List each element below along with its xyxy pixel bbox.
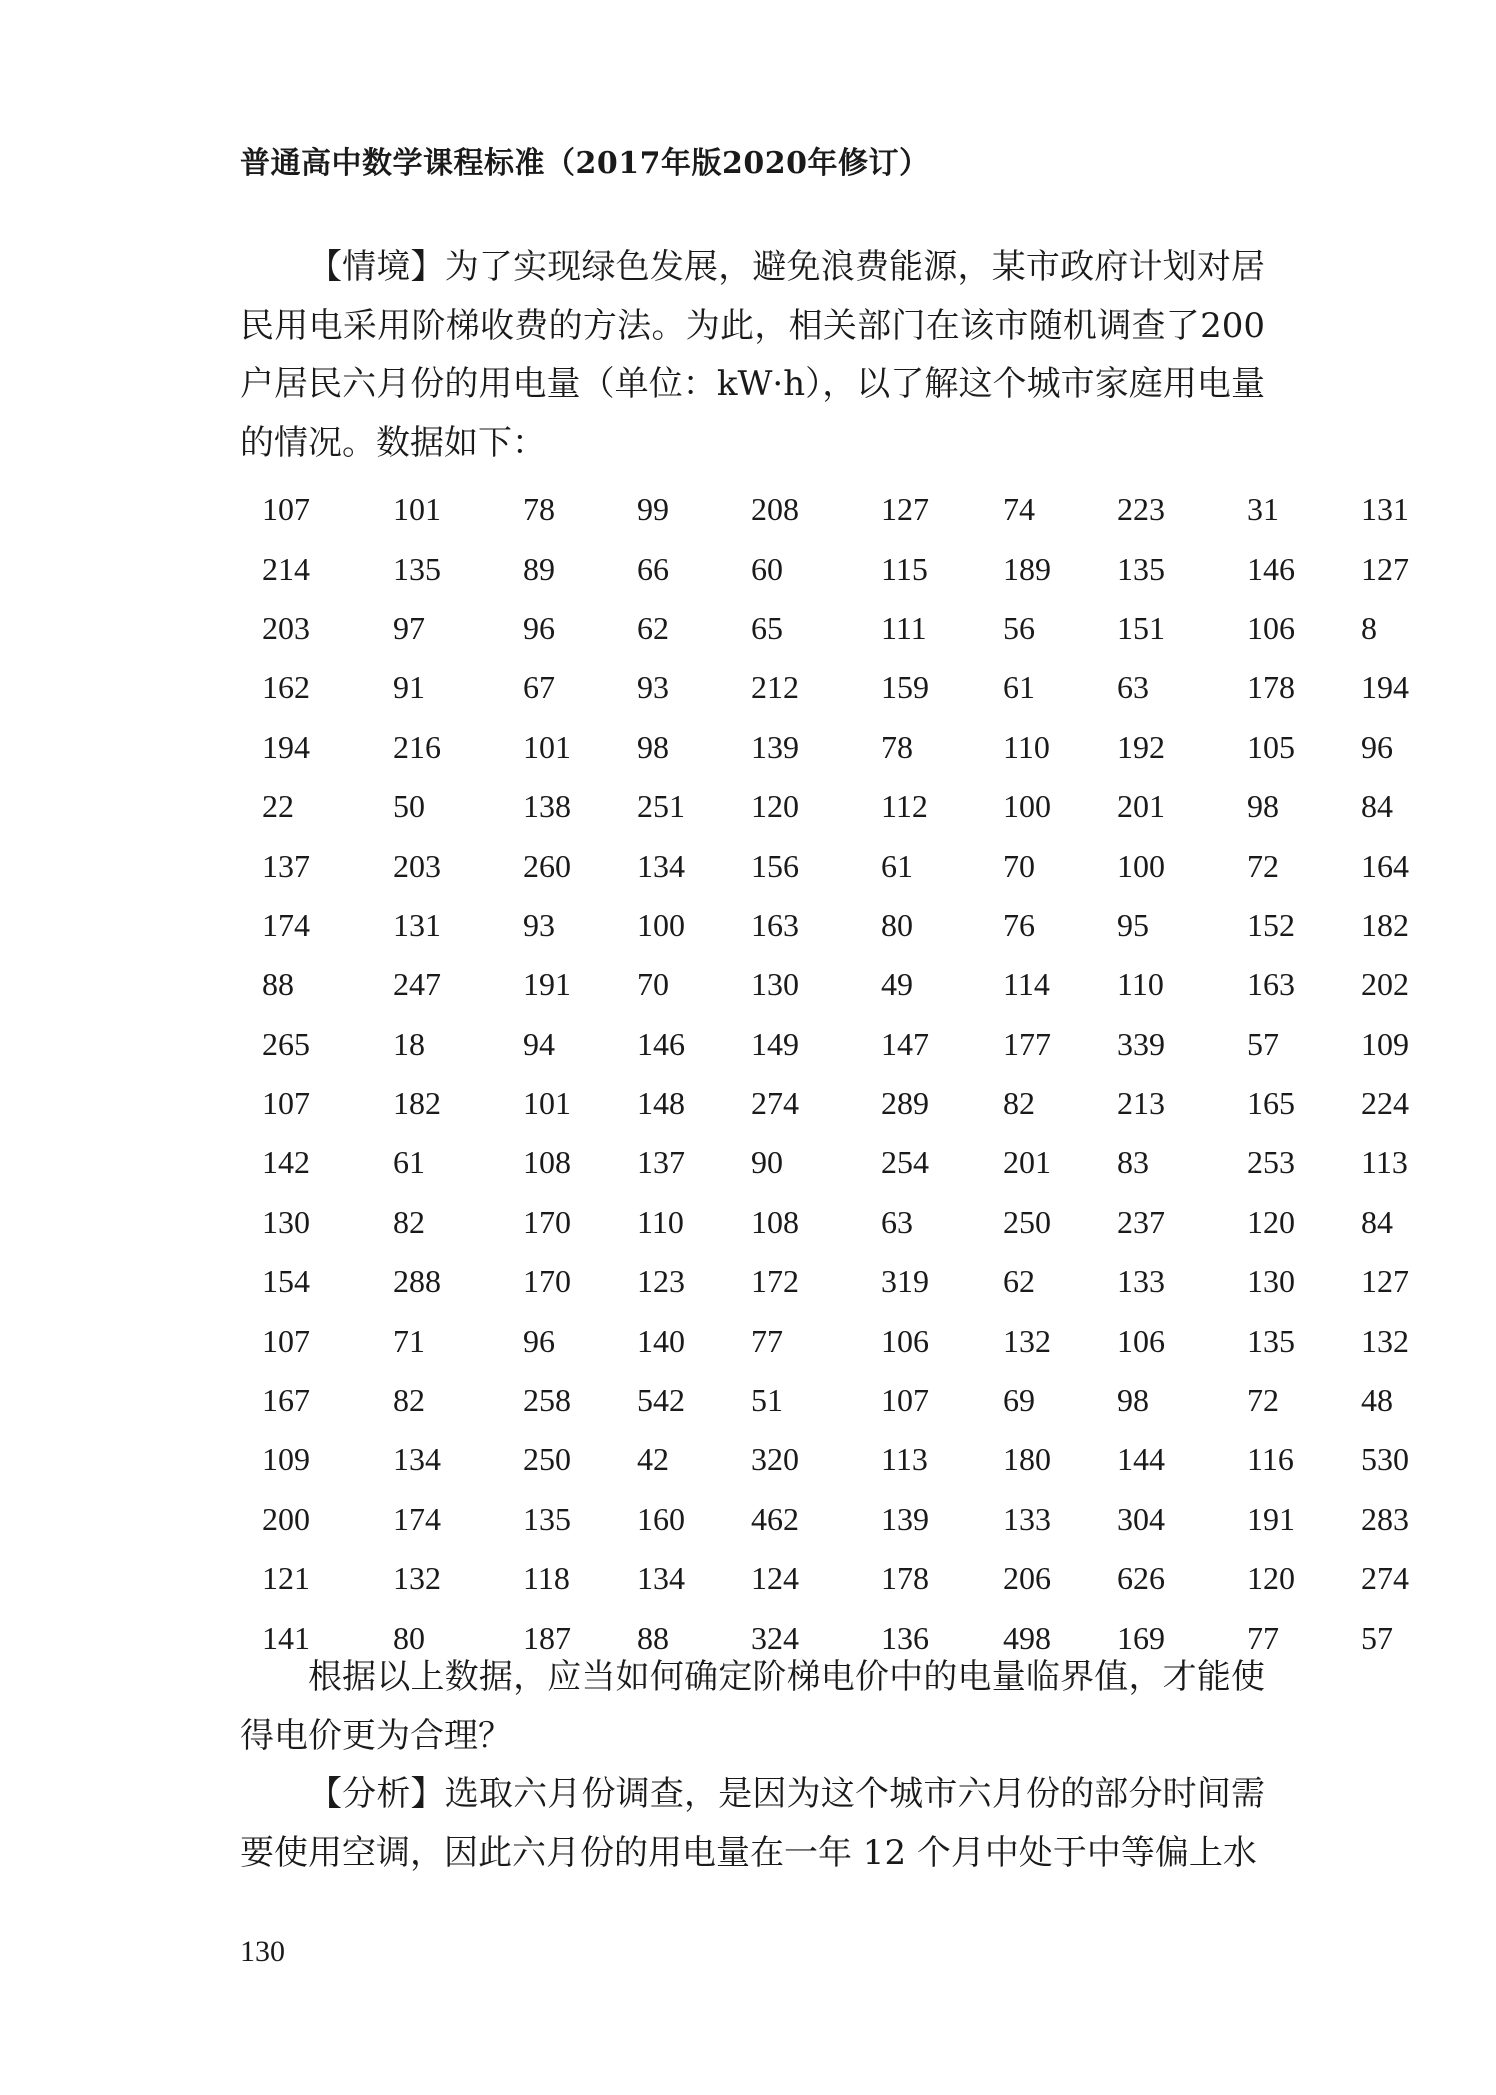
table-cell: 48: [1361, 1382, 1393, 1419]
table-cell: 105: [1247, 728, 1295, 765]
table-cell: 192: [1117, 728, 1165, 765]
table-cell: 61: [881, 847, 913, 884]
table-cell: 84: [1361, 1203, 1393, 1240]
table-row: [240, 777, 1441, 836]
table-cell: 152: [1247, 906, 1295, 943]
table-cell: 101: [523, 1085, 571, 1122]
table-cell: 498: [1003, 1619, 1051, 1656]
table-cell: 66: [637, 550, 669, 587]
table-row: [240, 896, 1441, 955]
table-cell: 156: [751, 847, 799, 884]
table-cell: 265: [262, 1025, 310, 1062]
table-cell: 260: [523, 847, 571, 884]
table-cell: 70: [637, 966, 669, 1003]
table-cell: 206: [1003, 1560, 1051, 1597]
table-cell: 208: [751, 491, 799, 528]
table-cell: 162: [262, 669, 310, 706]
table-cell: 530: [1361, 1441, 1409, 1478]
table-cell: 200: [262, 1500, 310, 1537]
table-cell: 144: [1117, 1441, 1165, 1478]
table-cell: 96: [1361, 728, 1393, 765]
table-cell: 91: [393, 669, 425, 706]
table-cell: 324: [751, 1619, 799, 1656]
table-cell: 177: [1003, 1025, 1051, 1062]
table-cell: 146: [1247, 550, 1295, 587]
table-cell: 147: [881, 1025, 929, 1062]
table-cell: 142: [262, 1144, 310, 1181]
table-cell: 82: [1003, 1085, 1035, 1122]
table-cell: 137: [637, 1144, 685, 1181]
table-cell: 137: [262, 847, 310, 884]
table-cell: 100: [1117, 847, 1165, 884]
table-cell: 78: [881, 728, 913, 765]
table-cell: 8: [1361, 609, 1377, 646]
table-cell: 139: [881, 1500, 929, 1537]
table-cell: 178: [1247, 669, 1295, 706]
table-cell: 254: [881, 1144, 929, 1181]
table-cell: 542: [637, 1382, 685, 1419]
table-cell: 170: [523, 1263, 571, 1300]
table-cell: 99: [637, 491, 669, 528]
table-cell: 83: [1117, 1144, 1149, 1181]
table-cell: 71: [393, 1322, 425, 1359]
table-cell: 84: [1361, 788, 1393, 825]
table-cell: 132: [1361, 1322, 1409, 1359]
table-cell: 80: [393, 1619, 425, 1656]
table-cell: 187: [523, 1619, 571, 1656]
table-cell: 178: [881, 1560, 929, 1597]
table-cell: 203: [262, 609, 310, 646]
table-cell: 135: [1117, 550, 1165, 587]
table-cell: 247: [393, 966, 441, 1003]
table-cell: 88: [637, 1619, 669, 1656]
table-row: [240, 599, 1441, 658]
table-row: [240, 1015, 1441, 1074]
table-cell: 203: [393, 847, 441, 884]
table-cell: 194: [1361, 669, 1409, 706]
table-cell: 135: [523, 1500, 571, 1537]
table-cell: 170: [523, 1203, 571, 1240]
table-cell: 111: [881, 609, 927, 646]
table-cell: 72: [1247, 847, 1279, 884]
table-cell: 289: [881, 1085, 929, 1122]
table-row: [240, 1549, 1441, 1608]
table-cell: 96: [523, 1322, 555, 1359]
table-cell: 182: [1361, 906, 1409, 943]
table-cell: 69: [1003, 1382, 1035, 1419]
table-cell: 77: [1247, 1619, 1279, 1656]
table-cell: 135: [1247, 1322, 1295, 1359]
table-row: [240, 1311, 1441, 1370]
table-cell: 169: [1117, 1619, 1165, 1656]
table-cell: 250: [523, 1441, 571, 1478]
table-cell: 131: [1361, 491, 1409, 528]
table-cell: 139: [751, 728, 799, 765]
table-cell: 90: [751, 1144, 783, 1181]
table-cell: 138: [523, 788, 571, 825]
table-cell: 164: [1361, 847, 1409, 884]
table-cell: 163: [751, 906, 799, 943]
table-cell: 237: [1117, 1203, 1165, 1240]
table-cell: 93: [523, 906, 555, 943]
table-cell: 109: [1361, 1025, 1409, 1062]
table-cell: 50: [393, 788, 425, 825]
table-cell: 78: [523, 491, 555, 528]
table-cell: 213: [1117, 1085, 1165, 1122]
table-row: [240, 1074, 1441, 1133]
table-cell: 98: [637, 728, 669, 765]
table-cell: 107: [262, 1085, 310, 1122]
table-cell: 165: [1247, 1085, 1295, 1122]
table-row: [240, 1490, 1441, 1549]
table-cell: 172: [751, 1263, 799, 1300]
table-cell: 160: [637, 1500, 685, 1537]
table-row: [240, 1193, 1441, 1252]
table-cell: 180: [1003, 1441, 1051, 1478]
table-cell: 70: [1003, 847, 1035, 884]
table-cell: 63: [881, 1203, 913, 1240]
table-cell: 82: [393, 1203, 425, 1240]
table-cell: 191: [523, 966, 571, 1003]
table-cell: 148: [637, 1085, 685, 1122]
table-cell: 72: [1247, 1382, 1279, 1419]
table-cell: 116: [1247, 1441, 1294, 1478]
table-cell: 131: [393, 906, 441, 943]
page-header: 普通高中数学课程标准（2017年版2020年修订）: [240, 146, 930, 181]
table-cell: 462: [751, 1500, 799, 1537]
table-cell: 134: [637, 1560, 685, 1597]
table-cell: 101: [393, 491, 441, 528]
table-row: [240, 1252, 1441, 1311]
table-cell: 216: [393, 728, 441, 765]
table-cell: 258: [523, 1382, 571, 1419]
table-row: [240, 480, 1441, 539]
table-cell: 127: [881, 491, 929, 528]
table-cell: 339: [1117, 1025, 1165, 1062]
table-cell: 132: [393, 1560, 441, 1597]
table-cell: 109: [262, 1441, 310, 1478]
table-cell: 76: [1003, 906, 1035, 943]
table-row: [240, 1133, 1441, 1192]
table-cell: 62: [1003, 1263, 1035, 1300]
question-paragraph: 根据以上数据，应当如何确定阶梯电价中的电量临界值，才能使得电价更为合理？: [240, 1657, 1265, 1756]
table-row: [240, 955, 1441, 1014]
data-table-body: [240, 480, 1441, 1668]
table-cell: 182: [393, 1085, 441, 1122]
table-cell: 304: [1117, 1500, 1165, 1537]
table-cell: 95: [1117, 906, 1149, 943]
table-cell: 149: [751, 1025, 799, 1062]
table-cell: 146: [637, 1025, 685, 1062]
table-cell: 201: [1117, 788, 1165, 825]
table-row: [240, 1371, 1441, 1430]
table-cell: 98: [1247, 788, 1279, 825]
table-cell: 134: [393, 1441, 441, 1478]
table-row: [240, 836, 1441, 895]
table-cell: 320: [751, 1441, 799, 1478]
table-cell: 106: [1247, 609, 1295, 646]
table-cell: 96: [523, 609, 555, 646]
table-cell: 63: [1117, 669, 1149, 706]
table-cell: 136: [881, 1619, 929, 1656]
table-cell: 115: [881, 550, 928, 587]
table-cell: 101: [523, 728, 571, 765]
table-cell: 130: [262, 1203, 310, 1240]
table-cell: 214: [262, 550, 310, 587]
table-cell: 88: [262, 966, 294, 1003]
table-cell: 212: [751, 669, 799, 706]
table-cell: 134: [637, 847, 685, 884]
table-cell: 110: [1117, 966, 1164, 1003]
table-cell: 61: [1003, 669, 1035, 706]
table-cell: 201: [1003, 1144, 1051, 1181]
table-cell: 274: [751, 1085, 799, 1122]
table-cell: 140: [637, 1322, 685, 1359]
table-cell: 98: [1117, 1382, 1149, 1419]
table-cell: 113: [881, 1441, 928, 1478]
table-cell: 97: [393, 609, 425, 646]
table-cell: 108: [751, 1203, 799, 1240]
table-cell: 251: [637, 788, 685, 825]
table-cell: 80: [881, 906, 913, 943]
table-cell: 51: [751, 1382, 783, 1419]
table-cell: 253: [1247, 1144, 1295, 1181]
table-cell: 120: [1247, 1203, 1295, 1240]
table-cell: 132: [1003, 1322, 1051, 1359]
table-cell: 110: [637, 1203, 684, 1240]
table-cell: 67: [523, 669, 555, 706]
table-cell: 127: [1361, 550, 1409, 587]
table-cell: 274: [1361, 1560, 1409, 1597]
table-cell: 110: [1003, 728, 1050, 765]
analysis-paragraph: 【分析】选取六月份调查，是因为这个城市六月份的部分时间需要使用空调，因此六月份的用电量在一年 12 个月中处于中等偏上水: [240, 1774, 1265, 1873]
table-cell: 283: [1361, 1500, 1409, 1537]
table-cell: 100: [637, 906, 685, 943]
table-cell: 77: [751, 1322, 783, 1359]
table-cell: 106: [881, 1322, 929, 1359]
table-cell: 167: [262, 1382, 310, 1419]
table-cell: 106: [1117, 1322, 1165, 1359]
table-cell: 107: [262, 1322, 310, 1359]
table-cell: 49: [881, 966, 913, 1003]
table-cell: 121: [262, 1560, 310, 1597]
table-cell: 189: [1003, 550, 1051, 587]
table-cell: 62: [637, 609, 669, 646]
table-cell: 61: [393, 1144, 425, 1181]
table-cell: 124: [751, 1560, 799, 1597]
table-cell: 191: [1247, 1500, 1295, 1537]
table-cell: 112: [881, 788, 928, 825]
table-cell: 100: [1003, 788, 1051, 825]
table-cell: 141: [262, 1619, 310, 1656]
page-number: 130: [240, 1935, 285, 1968]
table-cell: 94: [523, 1025, 555, 1062]
table-cell: 118: [523, 1560, 570, 1597]
table-row: [240, 658, 1441, 717]
table-cell: 154: [262, 1263, 310, 1300]
table-cell: 202: [1361, 966, 1409, 1003]
table-cell: 151: [1117, 609, 1165, 646]
table-row: [240, 539, 1441, 598]
table-row: [240, 718, 1441, 777]
table-cell: 22: [262, 788, 294, 825]
table-cell: 319: [881, 1263, 929, 1300]
table-cell: 626: [1117, 1560, 1165, 1597]
table-cell: 250: [1003, 1203, 1051, 1240]
table-cell: 288: [393, 1263, 441, 1300]
table-cell: 223: [1117, 491, 1165, 528]
table-cell: 174: [393, 1500, 441, 1537]
table-cell: 133: [1117, 1263, 1165, 1300]
table-cell: 224: [1361, 1085, 1409, 1122]
table-cell: 107: [881, 1382, 929, 1419]
table-cell: 127: [1361, 1263, 1409, 1300]
table-cell: 57: [1361, 1619, 1393, 1656]
table-cell: 159: [881, 669, 929, 706]
table-cell: 42: [637, 1441, 669, 1478]
table-row: [240, 1430, 1441, 1489]
table-cell: 108: [523, 1144, 571, 1181]
table-cell: 163: [1247, 966, 1295, 1003]
table-cell: 133: [1003, 1500, 1051, 1537]
table-cell: 18: [393, 1025, 425, 1062]
situation-paragraph: 【情境】为了实现绿色发展，避免浪费能源，某市政府计划对居民用电采用阶梯收费的方法。为此，相关部门在该市随机调查了200户居民六月份的用电量（单位：kW·h），以了解这个城市家庭用电量的情况。数据如下：: [240, 247, 1265, 463]
table-cell: 107: [262, 491, 310, 528]
table-cell: 74: [1003, 491, 1035, 528]
table-cell: 135: [393, 550, 441, 587]
table-cell: 57: [1247, 1025, 1279, 1062]
table-cell: 194: [262, 728, 310, 765]
electricity-data-table: [240, 480, 1441, 1668]
table-cell: 114: [1003, 966, 1050, 1003]
table-cell: 130: [1247, 1263, 1295, 1300]
table-cell: 82: [393, 1382, 425, 1419]
table-cell: 120: [751, 788, 799, 825]
table-cell: 31: [1247, 491, 1279, 528]
table-cell: 65: [751, 609, 783, 646]
table-cell: 60: [751, 550, 783, 587]
table-cell: 93: [637, 669, 669, 706]
table-cell: 113: [1361, 1144, 1408, 1181]
table-cell: 123: [637, 1263, 685, 1300]
table-cell: 56: [1003, 609, 1035, 646]
table-cell: 120: [1247, 1560, 1295, 1597]
table-cell: 174: [262, 906, 310, 943]
table-cell: 130: [751, 966, 799, 1003]
table-cell: 89: [523, 550, 555, 587]
